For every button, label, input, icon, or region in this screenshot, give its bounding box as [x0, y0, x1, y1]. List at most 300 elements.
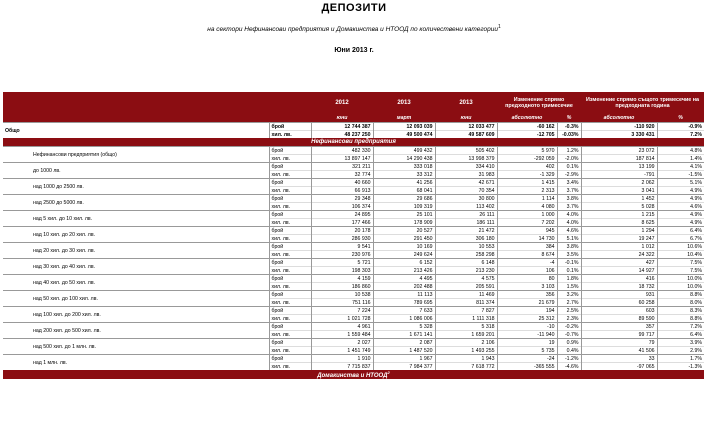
- table-row: [3, 259, 704, 267]
- cell: 4.6%: [657, 203, 704, 211]
- cell: 113 402: [435, 203, 497, 211]
- cell: 1 493 255: [435, 347, 497, 355]
- cell: 7 202: [497, 219, 557, 227]
- cell: 25 101: [373, 211, 435, 219]
- cell: 10 169: [373, 243, 435, 251]
- unit-label: хил. лв.: [269, 315, 311, 323]
- cell: -4: [497, 259, 557, 267]
- cell: 4 961: [311, 323, 373, 331]
- cell: 49 587 609: [435, 131, 497, 139]
- cell: -0.9%: [657, 123, 704, 131]
- cell: 194: [497, 307, 557, 315]
- cell: 1 215: [581, 211, 657, 219]
- cell: 40 660: [311, 179, 373, 187]
- table-row: [3, 275, 704, 283]
- cell: 49 500 474: [373, 131, 435, 139]
- cell: 198 303: [311, 267, 373, 275]
- section-title: Нефинансови предприятия: [3, 138, 704, 147]
- cell: 4 495: [373, 275, 435, 283]
- row-label: над 500 хил. до 1 млн. лв.: [3, 339, 269, 355]
- cell: 7.5%: [657, 259, 704, 267]
- cell: 106 374: [311, 203, 373, 211]
- unit-label: хил. лв.: [269, 235, 311, 243]
- cell: -1.2%: [557, 355, 581, 363]
- cell: 1.7%: [657, 355, 704, 363]
- cell: 5 970: [497, 147, 557, 155]
- cell: 213 426: [373, 267, 435, 275]
- cell: 1.2%: [557, 147, 581, 155]
- cell: 99 717: [581, 331, 657, 339]
- unit-label: брой: [269, 195, 311, 203]
- cell: 186 111: [435, 219, 497, 227]
- header-year-2013b: 2013: [435, 92, 497, 114]
- cell: -0.03%: [557, 131, 581, 139]
- cell: -1.5%: [657, 171, 704, 179]
- cell: 945: [497, 227, 557, 235]
- section-title-households: [3, 370, 704, 379]
- cell: 33 312: [373, 171, 435, 179]
- cell: 8 625: [581, 219, 657, 227]
- cell: 6 148: [435, 259, 497, 267]
- cell: 306 180: [435, 235, 497, 243]
- cell: 3.2%: [557, 291, 581, 299]
- row-label: Нефинансови предприятия (общо): [3, 147, 269, 163]
- cell: 109 319: [373, 203, 435, 211]
- cell: 2.7%: [557, 299, 581, 307]
- cell: 31 983: [435, 171, 497, 179]
- cell: 482 330: [311, 147, 373, 155]
- cell: 12 093 039: [373, 123, 435, 131]
- cell: 19 247: [581, 235, 657, 243]
- header-change-prev-quarter: Изменение спрямо предходното тримесечие: [497, 92, 581, 114]
- unit-label: брой: [269, 211, 311, 219]
- cell: -60 162: [497, 123, 557, 131]
- cell: -97 065: [581, 363, 657, 371]
- cell: 79: [581, 339, 657, 347]
- cell: 1.8%: [557, 275, 581, 283]
- cell: 4.9%: [657, 187, 704, 195]
- cell: 10 553: [435, 243, 497, 251]
- unit-label: брой: [269, 259, 311, 267]
- cell: 3.7%: [557, 203, 581, 211]
- cell: 11 113: [373, 291, 435, 299]
- cell: 10.0%: [657, 283, 704, 291]
- cell: 4.8%: [657, 147, 704, 155]
- unit-label: брой: [269, 179, 311, 187]
- cell: 24 322: [581, 251, 657, 259]
- header-absolute-y: абсолютно: [581, 114, 657, 123]
- cell: 2.3%: [557, 315, 581, 323]
- cell: 14 290 438: [373, 155, 435, 163]
- deposits-table: [3, 92, 704, 379]
- page-title: ДЕПОЗИТИ: [321, 2, 387, 14]
- header-change-prev-year: Изменение спрямо същото тримесечие на предходната година: [581, 92, 704, 114]
- cell: 18 732: [581, 283, 657, 291]
- header-row-years: [3, 92, 704, 114]
- cell: 205 591: [435, 283, 497, 291]
- cell: 2 313: [497, 187, 557, 195]
- cell: 0.1%: [557, 267, 581, 275]
- section-header-nonfinancial: [3, 138, 704, 147]
- cell: 7 984 377: [373, 363, 435, 371]
- cell: 187 814: [581, 155, 657, 163]
- table-row: [3, 291, 704, 299]
- row-label: над 2500 до 5000 лв.: [3, 195, 269, 211]
- cell: 5 721: [311, 259, 373, 267]
- cell: 2 087: [373, 339, 435, 347]
- cell: 13 897 147: [311, 155, 373, 163]
- cell: 1 910: [311, 355, 373, 363]
- unit-label: брой: [269, 323, 311, 331]
- header-year-2013a: 2013: [373, 92, 435, 114]
- cell: 21 472: [435, 227, 497, 235]
- cell: 4 159: [311, 275, 373, 283]
- unit-label: хил. лв.: [269, 267, 311, 275]
- cell: 7 224: [311, 307, 373, 315]
- cell: 6.4%: [657, 331, 704, 339]
- cell: 7 633: [373, 307, 435, 315]
- cell: 213 230: [435, 267, 497, 275]
- cell: -365 555: [497, 363, 557, 371]
- cell: 8.3%: [657, 307, 704, 315]
- cell: 2 106: [435, 339, 497, 347]
- cell: 427: [581, 259, 657, 267]
- header-month-b: март: [373, 114, 435, 123]
- section-title-text: Домакинства и НТООД: [317, 373, 388, 379]
- cell: 1.5%: [557, 283, 581, 291]
- cell: -0.2%: [557, 323, 581, 331]
- cell: -110 920: [581, 123, 657, 131]
- header-percent-q: %: [557, 114, 581, 123]
- cell: 2.5%: [557, 307, 581, 315]
- cell: 3 330 431: [581, 131, 657, 139]
- cell: 8.8%: [657, 291, 704, 299]
- table-footer: [3, 370, 704, 379]
- cell: 20 527: [373, 227, 435, 235]
- cell: 7 618 772: [435, 363, 497, 371]
- cell: 1 943: [435, 355, 497, 363]
- cell: -12 705: [497, 131, 557, 139]
- cell: 4.0%: [557, 211, 581, 219]
- cell: 0.1%: [557, 163, 581, 171]
- cell: 751 116: [311, 299, 373, 307]
- row-label: Общо: [3, 123, 269, 139]
- table-row: [3, 147, 704, 155]
- row-label: над 1000 до 2500 лв.: [3, 179, 269, 195]
- cell: 26 111: [435, 211, 497, 219]
- cell: -791: [581, 171, 657, 179]
- cell: 3.4%: [557, 179, 581, 187]
- cell: 286 930: [311, 235, 373, 243]
- cell: 42 671: [435, 179, 497, 187]
- cell: 13 199: [581, 163, 657, 171]
- cell: 68 041: [373, 187, 435, 195]
- cell: 603: [581, 307, 657, 315]
- header-empty: [3, 114, 311, 123]
- table-row: [3, 355, 704, 363]
- table-row: [3, 227, 704, 235]
- cell: 3.9%: [657, 339, 704, 347]
- cell: 12 033 477: [435, 123, 497, 131]
- cell: 14 927: [581, 267, 657, 275]
- header-empty: [3, 92, 311, 114]
- cell: 1 452: [581, 195, 657, 203]
- header-absolute-q: абсолютно: [497, 114, 557, 123]
- table-row: [3, 195, 704, 203]
- cell: 3.7%: [557, 187, 581, 195]
- cell: 356: [497, 291, 557, 299]
- cell: -4.6%: [557, 363, 581, 371]
- cell: 5 318: [435, 323, 497, 331]
- cell: 1 086 006: [373, 315, 435, 323]
- cell: 811 374: [435, 299, 497, 307]
- table-body: [3, 123, 704, 371]
- cell: 5.1%: [657, 179, 704, 187]
- cell: 1 294: [581, 227, 657, 235]
- cell: -1.3%: [657, 363, 704, 371]
- unit-label: брой: [269, 123, 311, 131]
- subtitle-text: на сектори Нефинансови предприятия и Домакинства и НТООД по количествени категории: [207, 26, 498, 34]
- cell: 5.1%: [557, 235, 581, 243]
- cell: 1 451 749: [311, 347, 373, 355]
- cell: 4.0%: [557, 219, 581, 227]
- unit-label: брой: [269, 227, 311, 235]
- cell: 6.7%: [657, 235, 704, 243]
- cell: 3.8%: [557, 195, 581, 203]
- cell: 505 402: [435, 147, 497, 155]
- cell: 3.8%: [557, 243, 581, 251]
- row-label: над 50 хил. до 100 хил. лв.: [3, 291, 269, 307]
- cell: -1 329: [497, 171, 557, 179]
- cell: 32 774: [311, 171, 373, 179]
- cell: 7.2%: [657, 323, 704, 331]
- cell: 402: [497, 163, 557, 171]
- cell: 0.9%: [557, 339, 581, 347]
- cell: 202 488: [373, 283, 435, 291]
- cell: 9 541: [311, 243, 373, 251]
- cell: 1 487 520: [373, 347, 435, 355]
- cell: -2.9%: [557, 171, 581, 179]
- cell: 2 027: [311, 339, 373, 347]
- unit-label: хил. лв.: [269, 187, 311, 195]
- row-label: над 10 хил. до 20 хил. лв.: [3, 227, 269, 243]
- cell: 8.0%: [657, 299, 704, 307]
- unit-label: хил. лв.: [269, 219, 311, 227]
- table-row: [3, 243, 704, 251]
- cell: 3 103: [497, 283, 557, 291]
- cell: 789 695: [373, 299, 435, 307]
- unit-label: брой: [269, 355, 311, 363]
- cell: 8.8%: [657, 315, 704, 323]
- table-row: [3, 339, 704, 347]
- cell: 2 062: [581, 179, 657, 187]
- unit-label: брой: [269, 163, 311, 171]
- cell: 12 744 387: [311, 123, 373, 131]
- cell: 357: [581, 323, 657, 331]
- cell: 177 466: [311, 219, 373, 227]
- cell: 178 909: [373, 219, 435, 227]
- unit-label: хил. лв.: [269, 251, 311, 259]
- cell: -292 059: [497, 155, 557, 163]
- header-year-2012: 2012: [311, 92, 373, 114]
- cell: 4.1%: [657, 163, 704, 171]
- cell: 4.9%: [657, 195, 704, 203]
- cell: 21 679: [497, 299, 557, 307]
- cell: 3.5%: [557, 251, 581, 259]
- cell: 89 590: [581, 315, 657, 323]
- unit-label: брой: [269, 243, 311, 251]
- cell: 1 967: [373, 355, 435, 363]
- cell: 48 237 250: [311, 131, 373, 139]
- cell: 10.0%: [657, 275, 704, 283]
- row-label: до 1000 лв.: [3, 163, 269, 179]
- cell: 1 559 484: [311, 331, 373, 339]
- cell: 10.6%: [657, 243, 704, 251]
- cell: 70 354: [435, 187, 497, 195]
- cell: 3 041: [581, 187, 657, 195]
- cell: 10.4%: [657, 251, 704, 259]
- cell: 1 415: [497, 179, 557, 187]
- cell: -0.3%: [557, 123, 581, 131]
- cell: 30 800: [435, 195, 497, 203]
- cell: 10 538: [311, 291, 373, 299]
- cell: 11 469: [435, 291, 497, 299]
- unit-label: хил. лв.: [269, 131, 311, 139]
- header-month-c: юни: [435, 114, 497, 123]
- cell: 1 671 141: [373, 331, 435, 339]
- unit-label: хил. лв.: [269, 363, 311, 371]
- report-period: Юни 2013 г.: [334, 47, 374, 54]
- cell: 249 624: [373, 251, 435, 259]
- unit-label: хил. лв.: [269, 347, 311, 355]
- row-label: над 30 хил. до 40 хил. лв.: [3, 259, 269, 275]
- cell: -11 940: [497, 331, 557, 339]
- section-header-households: [3, 370, 704, 379]
- page-subtitle: [0, 24, 708, 33]
- cell: -24: [497, 355, 557, 363]
- table-row: [3, 323, 704, 331]
- cell: -0.7%: [557, 331, 581, 339]
- cell: 41 256: [373, 179, 435, 187]
- unit-label: хил. лв.: [269, 155, 311, 163]
- header-row-months: [3, 114, 704, 123]
- cell: -2.0%: [557, 155, 581, 163]
- row-label: над 100 хил. до 200 хил. лв.: [3, 307, 269, 323]
- cell: 33: [581, 355, 657, 363]
- cell: 258 298: [435, 251, 497, 259]
- cell: 106: [497, 267, 557, 275]
- cell: 1.4%: [657, 155, 704, 163]
- cell: 4.9%: [657, 211, 704, 219]
- cell: 416: [581, 275, 657, 283]
- table-row: [3, 179, 704, 187]
- unit-label: брой: [269, 291, 311, 299]
- unit-label: брой: [269, 275, 311, 283]
- cell: -10: [497, 323, 557, 331]
- cell: 60 258: [581, 299, 657, 307]
- row-label: над 1 млн. лв.: [3, 355, 269, 371]
- cell: 41 506: [581, 347, 657, 355]
- cell: 2.9%: [657, 347, 704, 355]
- cell: 7.2%: [657, 131, 704, 139]
- section-footnote: 2: [387, 370, 390, 375]
- cell: 66 913: [311, 187, 373, 195]
- cell: 186 860: [311, 283, 373, 291]
- cell: 23 072: [581, 147, 657, 155]
- row-label: над 200 хил. до 500 хил. лв.: [3, 323, 269, 339]
- cell: 25 312: [497, 315, 557, 323]
- cell: 6 152: [373, 259, 435, 267]
- cell: 80: [497, 275, 557, 283]
- cell: 0.4%: [557, 347, 581, 355]
- cell: 4 080: [497, 203, 557, 211]
- cell: 931: [581, 291, 657, 299]
- header-percent-y: %: [657, 114, 704, 123]
- cell: 321 211: [311, 163, 373, 171]
- cell: 13 998 379: [435, 155, 497, 163]
- cell: -0.1%: [557, 259, 581, 267]
- cell: 1 114: [497, 195, 557, 203]
- cell: 24 895: [311, 211, 373, 219]
- row-label: над 40 хил. до 50 хил. лв.: [3, 275, 269, 291]
- cell: 291 450: [373, 235, 435, 243]
- cell: 4.9%: [657, 219, 704, 227]
- table-row: [3, 211, 704, 219]
- cell: 5 328: [373, 323, 435, 331]
- unit-label: хил. лв.: [269, 283, 311, 291]
- cell: 1 659 201: [435, 331, 497, 339]
- cell: 20 178: [311, 227, 373, 235]
- cell: 7 827: [435, 307, 497, 315]
- cell: 4.6%: [557, 227, 581, 235]
- cell: 1 021 728: [311, 315, 373, 323]
- cell: 7.5%: [657, 267, 704, 275]
- unit-label: брой: [269, 339, 311, 347]
- cell: 5 028: [581, 203, 657, 211]
- cell: 499 432: [373, 147, 435, 155]
- cell: 8 674: [497, 251, 557, 259]
- header-month-a: юни: [311, 114, 373, 123]
- unit-label: брой: [269, 307, 311, 315]
- row-label: над 20 хил. до 30 хил. лв.: [3, 243, 269, 259]
- cell: 334 410: [435, 163, 497, 171]
- unit-label: хил. лв.: [269, 203, 311, 211]
- cell: 384: [497, 243, 557, 251]
- table-row: [3, 163, 704, 171]
- cell: 1 111 318: [435, 315, 497, 323]
- cell: 6.4%: [657, 227, 704, 235]
- cell: 4 575: [435, 275, 497, 283]
- cell: 29 348: [311, 195, 373, 203]
- cell: 14 730: [497, 235, 557, 243]
- cell: 7 715 837: [311, 363, 373, 371]
- cell: 333 018: [373, 163, 435, 171]
- unit-label: брой: [269, 147, 311, 155]
- table-row: [3, 307, 704, 315]
- cell: 1 012: [581, 243, 657, 251]
- cell: 29 686: [373, 195, 435, 203]
- row-label: над 5 хил. до 10 хил. лв.: [3, 211, 269, 227]
- cell: 5 735: [497, 347, 557, 355]
- unit-label: хил. лв.: [269, 171, 311, 179]
- unit-label: хил. лв.: [269, 299, 311, 307]
- total-row: [3, 123, 704, 131]
- cell: 230 976: [311, 251, 373, 259]
- unit-label: хил. лв.: [269, 331, 311, 339]
- subtitle-footnote: 1: [497, 24, 501, 30]
- cell: 1 000: [497, 211, 557, 219]
- cell: 19: [497, 339, 557, 347]
